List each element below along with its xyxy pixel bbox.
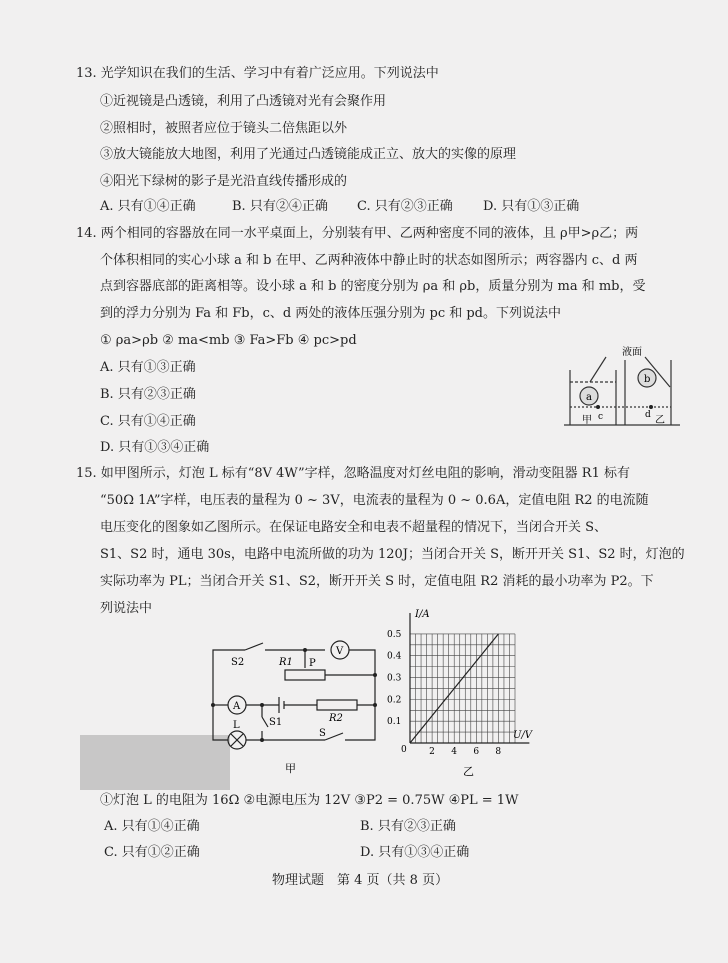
q13-statement: ③放大镜能放大地图，利用了光通过凸透镜能成正立、放大的实像的原理 [100, 147, 517, 162]
r1-label: R1 [279, 657, 293, 668]
q15-statements: ①灯泡 L 的电阻为 16Ω ②电源电压为 12V ③P2 = 0.75W ④PL = 1W [100, 793, 519, 808]
point-d-label: d [645, 410, 651, 420]
x-axis-label: U/V [513, 730, 533, 741]
y-axis-label: I/A [415, 609, 430, 620]
q13-option-c: C. 只有②③正确 [357, 199, 453, 214]
circuit-diagram [205, 635, 385, 775]
q15-line: 电压变化的图象如乙图所示。在保证电路安全和电表不超量程的情况下，当闭合开关 S、 [100, 520, 608, 535]
q15-option-a: A. 只有①④正确 [104, 819, 200, 834]
ammeter-label: A [233, 701, 241, 712]
q13-option-a: A. 只有①④正确 [100, 199, 196, 214]
q14-option-d: D. 只有①③④正确 [100, 440, 210, 455]
current-voltage-graph [385, 605, 535, 780]
ball-a-label: a [586, 392, 592, 403]
y-tick-label: 0.2 [387, 695, 402, 706]
slider-p-label: P [309, 658, 316, 669]
y-tick-label: 0.5 [387, 629, 402, 640]
container-jia-label: 甲 [582, 415, 592, 426]
lamp-label: L [233, 720, 240, 731]
x-tick-label: 8 [495, 747, 502, 757]
q14-statements: ① ρa>ρb ② ma<mb ③ Fa>Fb ④ pc>pd [100, 333, 357, 348]
point-c-label: c [598, 412, 604, 422]
circuit-caption: 甲 [285, 762, 296, 775]
q13-stem: 13. 光学知识在我们的生活、学习中有着广泛应用。下列说法中 [76, 66, 439, 81]
q13-statement: ④阳光下绿树的影子是光沿直线传播形成的 [100, 174, 348, 189]
x-tick-label: 6 [473, 747, 480, 757]
q14-option-a: A. 只有①③正确 [100, 360, 196, 375]
q13-statement: ①近视镜是凸透镜，利用了凸透镜对光有会聚作用 [100, 94, 387, 109]
voltmeter-label: V [336, 646, 344, 657]
q15-line: 列说法中 [100, 601, 153, 616]
q15-line: S1、S2 时，通电 30s，电路中电流所做的功为 120J；当闭合开关 S，断开开关 S1、S2 时，灯泡的 [100, 547, 685, 562]
y-tick-label: 0.3 [387, 673, 402, 684]
origin-label: 0 [401, 745, 407, 755]
q15-option-c: C. 只有①②正确 [104, 845, 200, 860]
graph-caption: 乙 [463, 765, 474, 778]
q13-statement: ②照相时，被照者应位于镜头二倍焦距以外 [100, 121, 348, 136]
s2-label: S2 [231, 657, 245, 668]
ball-b-label: b [644, 374, 651, 385]
s-label: S [319, 728, 326, 739]
q13-option-b: B. 只有②④正确 [232, 199, 328, 214]
q14-line: 到的浮力分别为 Fa 和 Fb，c、d 两处的液体压强分别为 pc 和 pd。下列说法中 [100, 306, 562, 321]
q14-line: 14. 两个相同的容器放在同一水平桌面上，分别装有甲、乙两种密度不同的液体，且 ρ甲>ρ乙；两 [76, 226, 639, 241]
page-footer: 物理试题 第 4 页（共 8 页） [272, 873, 449, 888]
q14-option-c: C. 只有①④正确 [100, 414, 196, 429]
q15-line: 实际功率为 PL；当闭合开关 S1、S2，断开开关 S 时，定值电阻 R2 消耗的最小功率为 P2。下 [100, 574, 654, 589]
y-tick-label: 0.1 [387, 717, 402, 728]
q14-containers-figure [560, 335, 695, 435]
q14-line: 个体积相同的实心小球 a 和 b 在甲、乙两种液体中静止时的状态如图所示；两容器内 c、d 两 [100, 253, 638, 268]
r2-label: R2 [329, 713, 343, 724]
surface-label: 液面 [622, 347, 642, 358]
q13-option-d: D. 只有①③正确 [483, 199, 580, 214]
x-tick-label: 4 [451, 747, 457, 757]
q15-line: “50Ω 1A”字样，电压表的量程为 0 ~ 3V，电流表的量程为 0 ~ 0.6A，定值电阻 R2 的电流随 [100, 493, 649, 508]
q14-option-b: B. 只有②③正确 [100, 387, 196, 402]
q15-line: 15. 如甲图所示，灯泡 L 标有“8V 4W”字样，忽略温度对灯丝电阻的影响，滑动变阻器 R1 标有 [76, 466, 630, 481]
q15-option-d: D. 只有①③④正确 [360, 845, 470, 860]
container-yi-label: 乙 [655, 415, 665, 426]
x-tick-label: 2 [429, 747, 435, 757]
q15-option-b: B. 只有②③正确 [360, 819, 456, 834]
q14-line: 点到容器底部的距离相等。设小球 a 和 b 的密度分别为 ρa 和 ρb，质量分别为 ma 和 mb，受 [100, 279, 646, 294]
y-tick-label: 0.4 [387, 651, 402, 662]
s1-label: S1 [269, 717, 283, 728]
